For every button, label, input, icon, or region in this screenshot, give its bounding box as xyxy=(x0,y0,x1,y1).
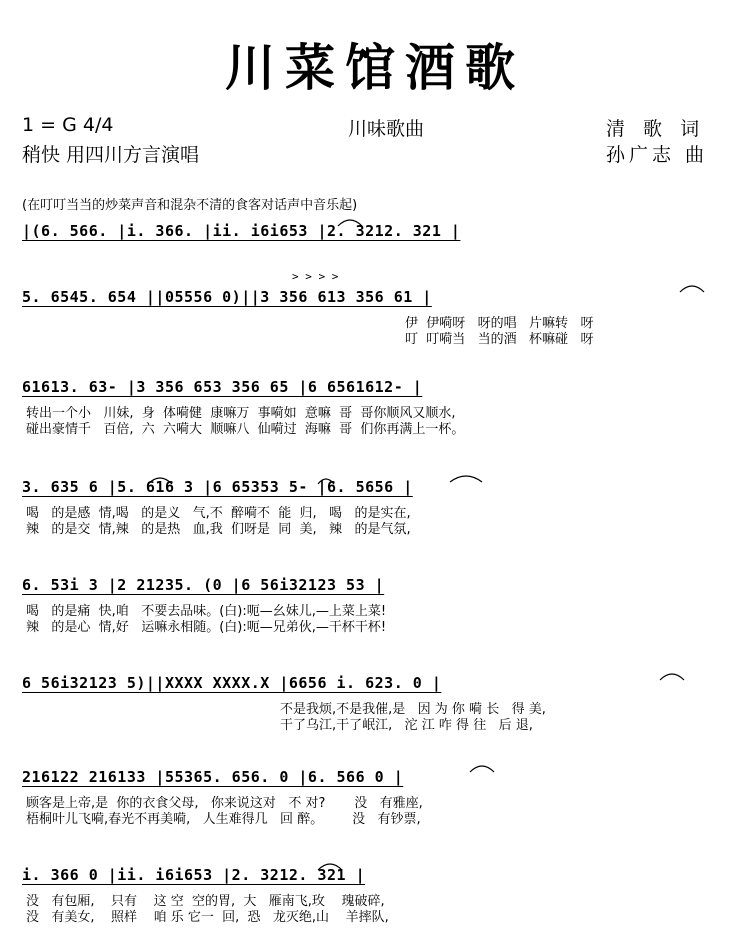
song-title: 川菜馆酒歌 xyxy=(225,38,525,97)
lyric-verse-1: 伊 伊嗬呀 呀的唱 片嘛转 呀 xyxy=(405,316,594,331)
intro-note: (在叮叮当当的炒菜声音和混杂不清的食客对话声中音乐起) xyxy=(22,198,358,213)
notation-line: i. 366 0 |ii. i6i653 |2. 3212. 321 | xyxy=(22,866,366,884)
lyric-verse-2: 没 有美女, 照样 咱 乐 它一 回, 恐 龙灭绝,山 羊摔队, xyxy=(26,910,389,925)
lyric-verse-1: 喝 的是感 情,喝 的是义 气,不 醉嗬不 能 归, 喝 的是实在, xyxy=(26,506,411,521)
composer-credit: 孙广志 曲 xyxy=(606,144,709,166)
tempo-style: 稍快 用四川方言演唱 xyxy=(22,144,200,166)
lyric-verse-2: 叮 叮嗬当 当的酒 杯嘛碰 呀 xyxy=(405,332,594,347)
lyricist-credit: 清 歌 词 xyxy=(606,118,706,140)
notation-line: 5. 6545. 654 ||05556 0)||3 356 613 356 61 | xyxy=(22,288,432,306)
notation-line: 3. 635 6 |5. 616 3 |6 65353 5- |6. 5656 | xyxy=(22,478,413,496)
lyric-verse-1: 不是我烦,不是我催,是 因 为 你 嗬 长 得 美, xyxy=(280,702,546,717)
lyric-verse-1: 没 有包厢, 只有 这 空 空的胃, 大 雁南飞,玫 瑰破碎, xyxy=(26,894,385,909)
genre-label: 川味歌曲 xyxy=(348,118,425,140)
key-signature: 1 = G 4/4 xyxy=(22,114,114,136)
notation-line: 216122 216133 |55365. 656. 0 |6. 566 0 | xyxy=(22,768,404,786)
lyric-verse-2: 干了乌江,干了岷江, 沱 江 咋 得 往 后 退, xyxy=(280,718,533,733)
accent-marks: > > > > xyxy=(292,270,339,283)
notation-line: 6. 53i 3 |2 21235. (0 |6 56i32123 53 | xyxy=(22,576,385,594)
lyric-verse-2: 辣 的是心 情,好 运嘛永相随。(白):呃—兄弟伙,—干杯干杯! xyxy=(26,620,387,635)
notation-line: 6 56i32123 5)||XXXX XXXX.X |6656 i. 623. 0 | xyxy=(22,674,442,692)
lyric-verse-2: 梧桐叶儿飞嗬,春光不再美嗬, 人生难得几 回 醉。 没 有钞票, xyxy=(26,812,421,827)
lyric-verse-1: 喝 的是痛 快,咱 不要去品味。(白):呃—幺妹儿,—上菜上菜! xyxy=(26,604,387,619)
notation-line: 61613. 63- |3 356 653 356 65 |6 6561612- | xyxy=(22,378,423,396)
lyric-verse-1: 转出一个小 川妹, 身 体嗬健 康嘛万 事嗬如 意嘛 哥 哥你顺风又顺水, xyxy=(26,406,456,421)
lyric-verse-2: 辣 的是交 情,辣 的是热 血,我 们呀是 同 美, 辣 的是气氛, xyxy=(26,522,411,537)
lyric-verse-2: 碰出豪情千 百倍, 六 六嗬大 顺嘛八 仙嗬过 海嘛 哥 们你再满上一杯。 xyxy=(26,422,465,437)
notation-line: |(6. 566. |i. 366. |ii. i6i653 |2. 3212. 321 | xyxy=(22,222,461,240)
lyric-verse-1: 顾客是上帝,是 你的衣食父母, 你来说这对 不 对? 没 有雅座, xyxy=(26,796,423,811)
